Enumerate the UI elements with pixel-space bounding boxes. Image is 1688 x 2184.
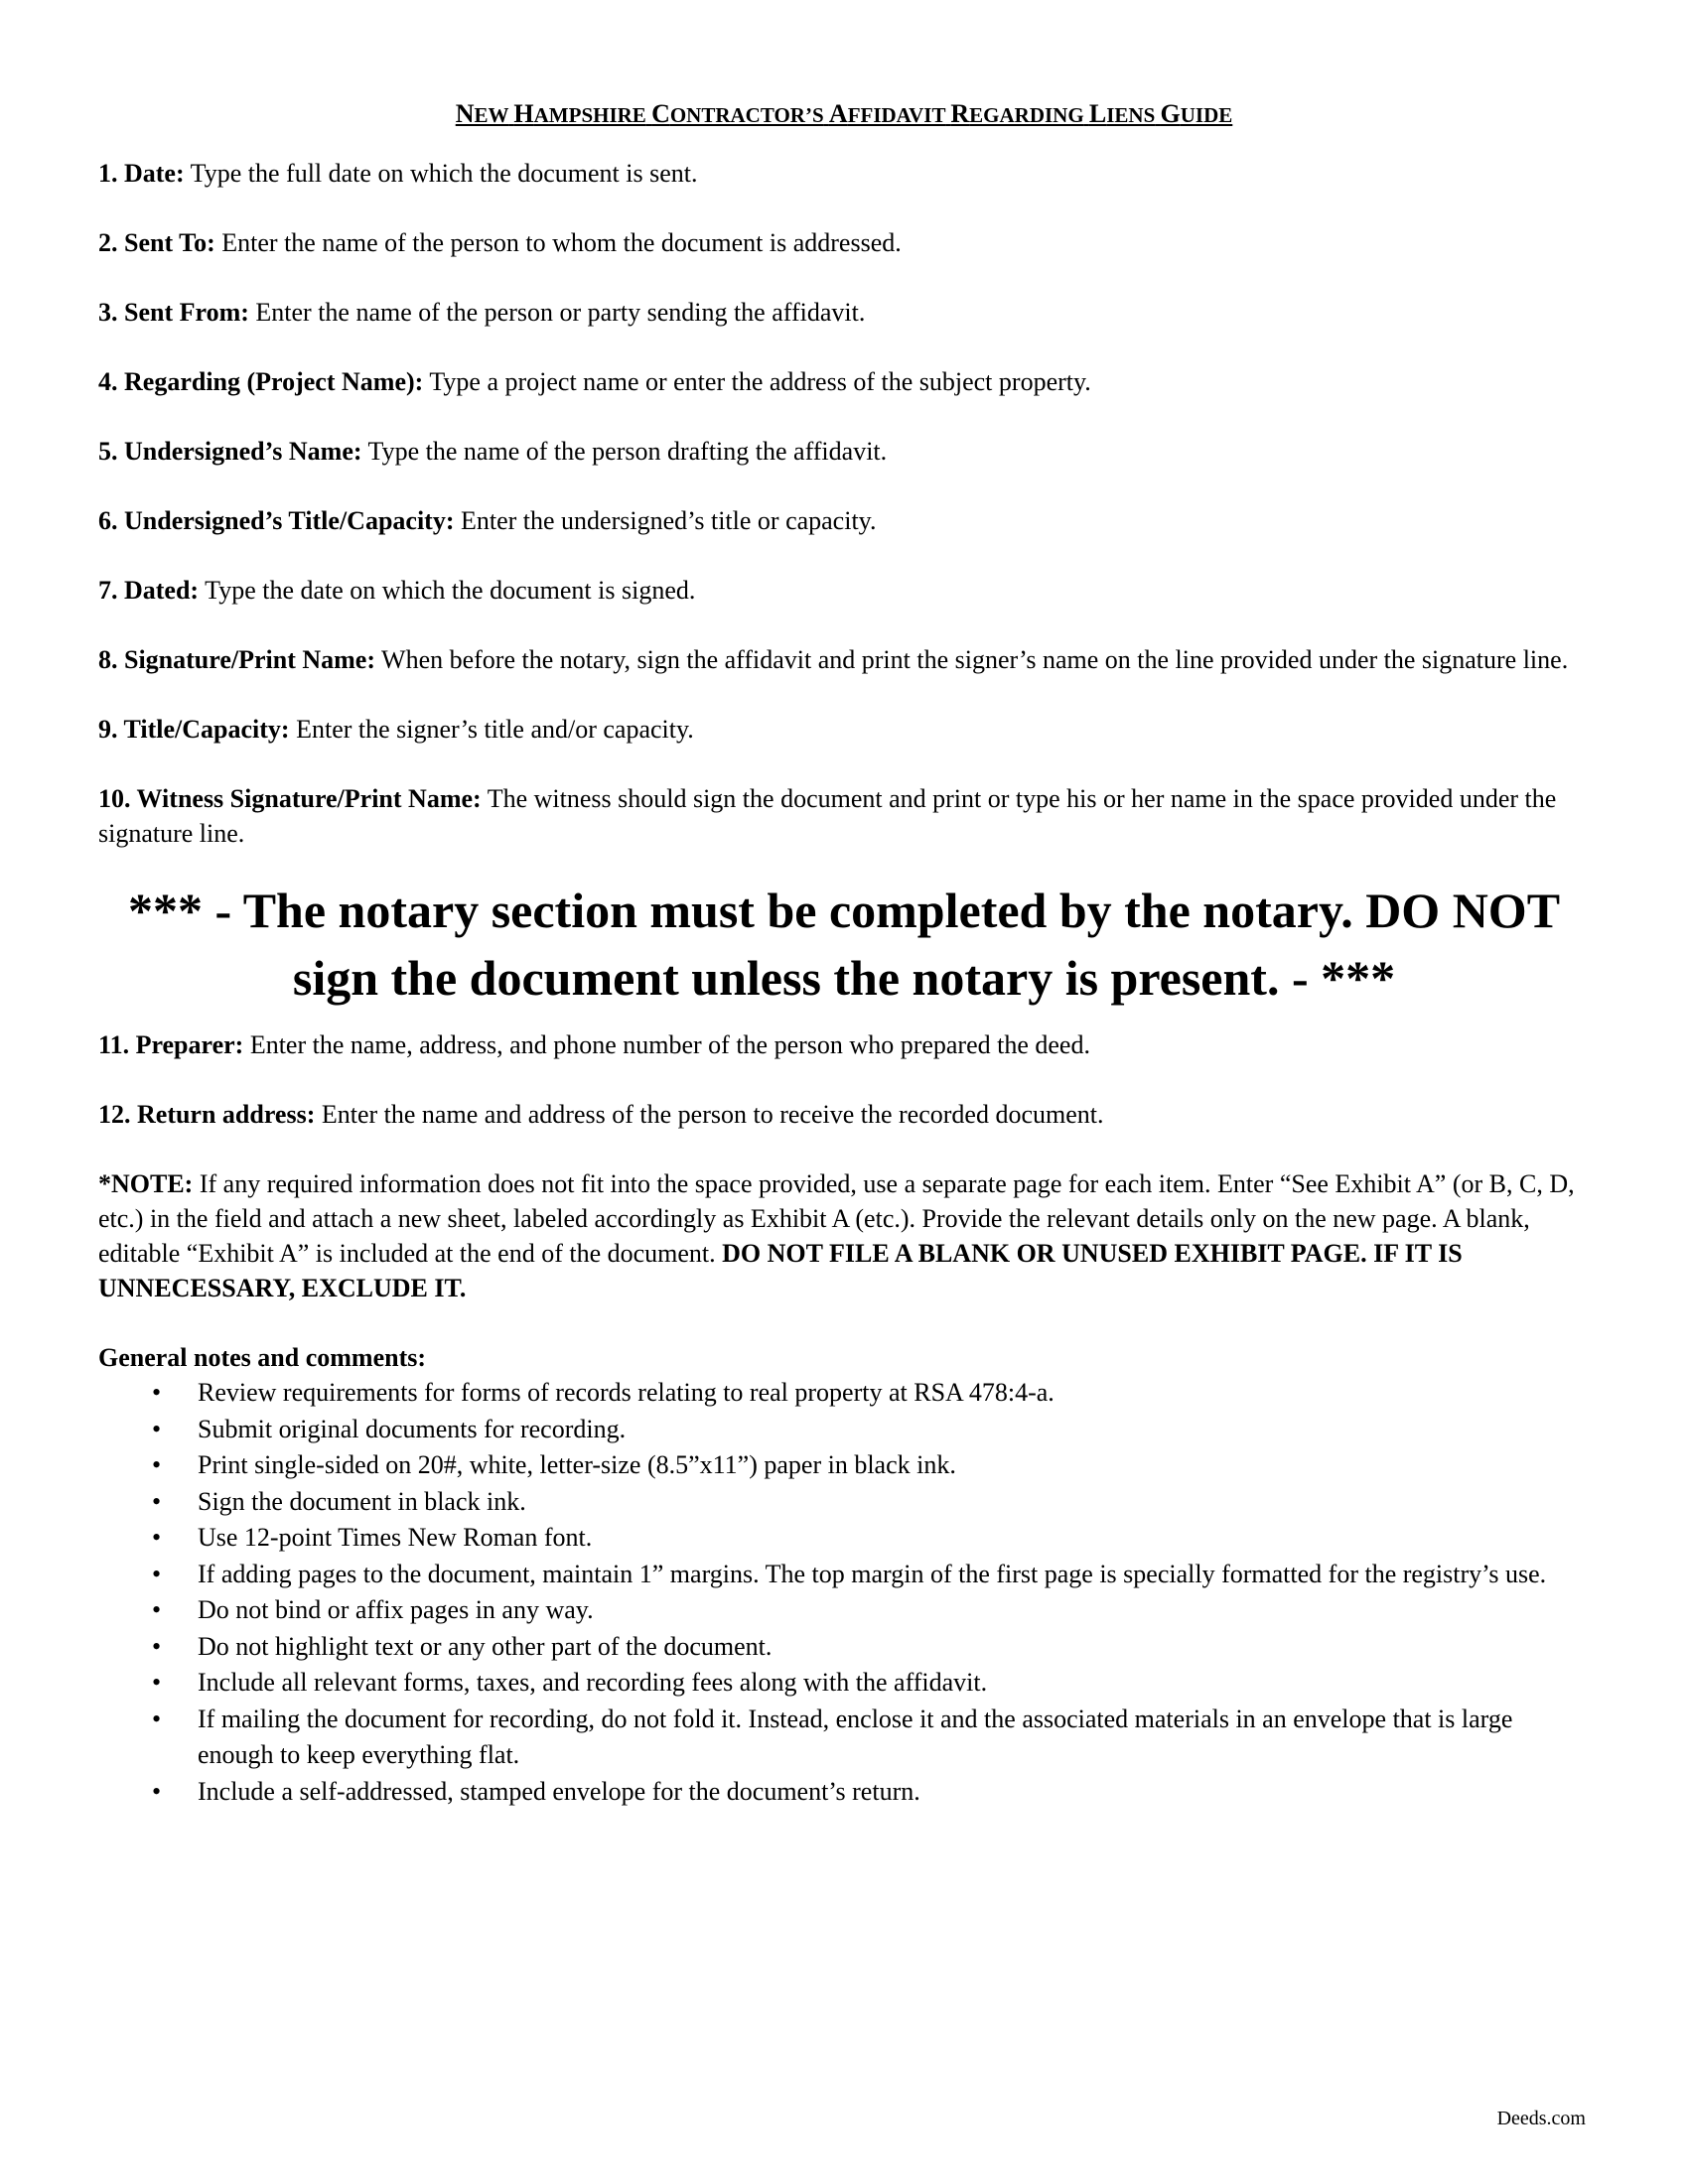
bullet-icon: • xyxy=(152,1631,162,1661)
guide-item-regarding xyxy=(98,364,1590,399)
title-rest: EW xyxy=(474,103,509,127)
notary-warning: *** - The notary section must be completed by the notary. DO NOT sign the document unless the notary is present. - *** xyxy=(127,883,1561,1006)
title-initial: R xyxy=(950,99,970,128)
list-item xyxy=(98,1520,1590,1557)
guide-item-date xyxy=(98,156,1590,191)
guide-item-signature xyxy=(98,642,1590,677)
guide-item-return-address xyxy=(98,1097,1590,1132)
list-item-text: Do not highlight text or any other part of the document. xyxy=(198,1631,773,1661)
list-item xyxy=(98,1557,1590,1593)
list-item xyxy=(98,1592,1590,1629)
item-text: Type a project name or enter the address of the subject property. xyxy=(423,367,1091,396)
item-label: 5. Undersigned’s Name: xyxy=(98,437,362,466)
item-label: 12. Return address: xyxy=(98,1100,316,1129)
list-item-text: Do not bind or affix pages in any way. xyxy=(198,1595,594,1624)
title-rest: FFIDAVIT xyxy=(847,103,946,127)
title-rest: IENS xyxy=(1106,103,1156,127)
general-notes-list xyxy=(98,1375,1590,1810)
item-text: Enter the name of the person to whom the document is addressed. xyxy=(214,228,902,257)
guide-item-undersigned-title xyxy=(98,503,1590,538)
bullet-icon: • xyxy=(152,1378,162,1407)
bullet-icon: • xyxy=(152,1559,162,1588)
item-label: 7. Dated: xyxy=(98,576,200,605)
list-item xyxy=(98,1774,1590,1811)
title-initial: A xyxy=(828,99,848,128)
guide-item-sent-to xyxy=(98,225,1590,260)
list-item xyxy=(98,1412,1590,1448)
item-label: 10. Witness Signature/Print Name: xyxy=(98,784,482,813)
guide-item-sent-from xyxy=(98,295,1590,330)
item-text: Enter the name, address, and phone number of the person who prepared the deed. xyxy=(243,1030,1090,1059)
list-item xyxy=(98,1484,1590,1521)
item-text: Enter the undersigned’s title or capacity. xyxy=(454,506,877,535)
item-text: Enter the name and address of the person to receive the recorded document. xyxy=(315,1100,1104,1129)
item-text: Type the full date on which the document is sent. xyxy=(184,159,698,188)
item-label: 9. Title/Capacity: xyxy=(98,715,290,744)
title-rest: AMPSHIRE xyxy=(533,103,646,127)
title-initial: C xyxy=(651,99,670,128)
title-rest: ONTRACTOR’S xyxy=(669,103,824,127)
list-item-text: Review requirements for forms of records relating to real property at RSA 478:4-a. xyxy=(198,1378,1055,1407)
bullet-icon: • xyxy=(152,1450,162,1479)
title-rest: EGARDING xyxy=(969,103,1084,127)
guide-item-witness xyxy=(98,781,1590,851)
list-item xyxy=(98,1447,1590,1484)
item-label: 11. Preparer: xyxy=(98,1030,244,1059)
item-text: When before the notary, sign the affidavit and print the signer’s name on the line provided under the signature line. xyxy=(375,645,1569,674)
list-item-text: If adding pages to the document, maintain 1” margins. The top margin of the first page is specially formatted for the registry’s use. xyxy=(198,1559,1547,1588)
title-initial: N xyxy=(455,99,475,128)
item-text: Type the date on which the document is signed. xyxy=(199,576,696,605)
bullet-icon: • xyxy=(152,1704,162,1733)
bullet-icon: • xyxy=(152,1776,162,1806)
title-initial: H xyxy=(513,99,534,128)
note-label: *NOTE: xyxy=(98,1169,194,1198)
list-item-text: Include all relevant forms, taxes, and recording fees along with the affidavit. xyxy=(198,1668,988,1697)
list-item xyxy=(98,1375,1590,1412)
list-item xyxy=(98,1665,1590,1702)
title-rest: UIDE xyxy=(1180,103,1233,127)
list-item-text: Print single-sided on 20#, white, letter-size (8.5”x11”) paper in black ink. xyxy=(198,1450,956,1479)
footer-brand: Deeds.com xyxy=(1496,2108,1586,2129)
guide-item-undersigned-name xyxy=(98,434,1590,469)
list-item-text: Use 12-point Times New Roman font. xyxy=(198,1523,593,1552)
item-label: 2. Sent To: xyxy=(98,228,215,257)
title-initial: L xyxy=(1088,99,1107,128)
bullet-icon: • xyxy=(152,1486,162,1516)
exhibit-note xyxy=(98,1166,1590,1305)
list-item-text: Submit original documents for recording. xyxy=(198,1414,627,1443)
general-notes-heading: General notes and comments: xyxy=(98,1343,427,1372)
list-item-text: Sign the document in black ink. xyxy=(198,1486,526,1516)
item-label: 6. Undersigned’s Title/Capacity: xyxy=(98,506,455,535)
item-text: Type the name of the person drafting the affidavit. xyxy=(361,437,888,466)
guide-item-preparer xyxy=(98,1027,1590,1062)
bullet-icon: • xyxy=(152,1668,162,1697)
guide-item-title-capacity xyxy=(98,712,1590,747)
list-item-text: If mailing the document for recording, do not fold it. Instead, enclose it and the associated materials in an envelope that is large enough to keep everything flat. xyxy=(198,1704,1513,1769)
item-label: 1. Date: xyxy=(98,159,185,188)
note-emphasis: DO NOT FILE A BLANK OR UNUSED EXHIBIT PAGE. IF IT IS UNNECESSARY, EXCLUDE IT. xyxy=(98,1239,1463,1302)
item-text: Enter the signer’s title and/or capacity. xyxy=(289,715,694,744)
bullet-icon: • xyxy=(152,1595,162,1624)
item-label: 4. Regarding (Project Name): xyxy=(98,367,424,396)
item-label: 8. Signature/Print Name: xyxy=(98,645,375,674)
document-title xyxy=(98,101,1590,128)
guide-item-dated xyxy=(98,573,1590,608)
list-item xyxy=(98,1629,1590,1666)
title-initial: G xyxy=(1160,99,1181,128)
list-item-text: Include a self-addressed, stamped envelope for the document’s return. xyxy=(198,1776,920,1806)
list-item xyxy=(98,1702,1590,1774)
item-text: Enter the name of the person or party sending the affidavit. xyxy=(248,298,866,327)
item-text: The witness should sign the document and print or type his or her name in the space provided under the signature line. xyxy=(98,784,1557,848)
bullet-icon: • xyxy=(152,1523,162,1552)
document-page xyxy=(98,101,1590,1810)
item-label: 3. Sent From: xyxy=(98,298,249,327)
bullet-icon: • xyxy=(152,1414,162,1443)
note-text: If any required information does not fit into the space provided, use a separate page for each item. Enter “See Exhibit A” (or B, C, D, etc.) in the field and attach a new sheet, labeled accordingly as Exhibit A (etc.). Provide the relevant details only on the new page. A blank, editable “Exhibit A” is included at the end of the document. xyxy=(98,1169,1575,1268)
